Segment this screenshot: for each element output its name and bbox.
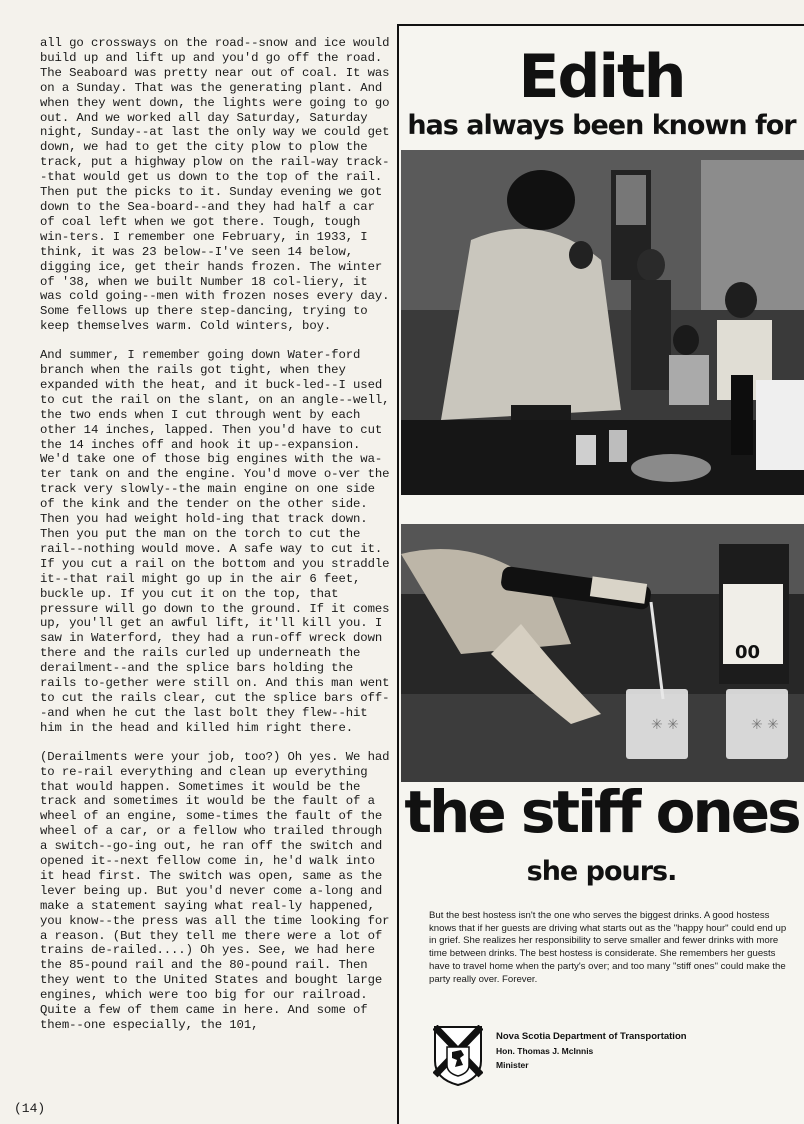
party-photo xyxy=(401,150,804,495)
ad-headline-line2: has always been known for xyxy=(407,110,796,141)
ad-headline-name: Edith xyxy=(518,42,685,112)
minister-title: Minister xyxy=(496,1060,529,1070)
department-name: Nova Scotia Department of Transportation xyxy=(496,1031,687,1042)
ad-sponsor xyxy=(496,1030,687,1072)
article-paragraph-2: And summer, I remember going down Water-ford branch when the rails got tight, when they expanded with the heat, and it buck-led--I used to cut the rail on the slant, on an angle--well, the two ends when I cut through went by each other 14 inches, lapped. Then you'd have to cut the 14 inches off and hook it up--expansion. We'd take one of those big engines with the wa-ter tank on and the engine. You'd move o-ver the track very slowly--the main engine on one side of the kink and the tender on the other side. Then you had weight hold-ing that track down. Then you put the man on the torch to cut the rail--nothing would move. A safe way to cut it. If you cut a rail on the bottom and you straddle it--that rail might go up in the air 6 feet, buckle up. If you cut it on the top, that pressure will go down to the ground. If it comes up, you'll get an awful lift, it'll kill you. I saw in Waterford, they had a run-off wreck down there and the rails curled up underneath the derailment--and the splice bars holding the rails to-gether were still on. And this man went to cut the rails clear, cut the splice bars off--and when he cut the last bolt they flew--hit him in the head and killed him right there. xyxy=(40,348,390,735)
svg-text:✳ ✳: ✳ ✳ xyxy=(651,717,679,733)
page-number: (14) xyxy=(14,1101,46,1116)
minister-name: Hon. Thomas J. McInnis xyxy=(496,1046,594,1056)
advertisement xyxy=(397,24,804,1124)
article-paragraph-3: (Derailments were your job, too?) Oh yes. We had to re-rail everything and clean up everything that would happen. Sometimes it would be the track and sometimes it would be the fault of a wheel of an engine, some-times the fault of the wheel of a car, or a fellow who trailed through a switch--go-ing out, he ran off the switch and opened it--next fellow come in, he'd walk into it head first. The switch was open, same as the lever being up. But you'd never come a-long and make a statement saying what real-ly happened, you know--the press was all the time looking for a reason. (But they tell me there were a lot of trains de-railed....) Oh yes. See, we had here the 85-pound rail and the 80-pound rail. Then they went to the United States and bought large engines, which were too big for our railroad. Quite a few of them came in here. And some of them--one especially, the 101, xyxy=(40,749,390,1032)
bottle-label: 00 xyxy=(735,642,761,663)
article-paragraph-1: all go crossways on the road--snow and ice would build up and lift up and you'd go off the road. The Seaboard was pretty near out of coal. It was on a Sunday. That was the generating plant. And when they went down, the lights were going to go out. And we worked all day Saturday, Saturday night, Sunday--at last the only way we could get down, we had to get the city plow to plow the track, put a highway plow on the rail-way track--that would get us down to the top of the rail. Then put the picks to it. Sunday evening we got down to the Sea-board--and they had half a car of coal left when we got there. Tough, tough win-ters. I remember one February, in 1933, I think, it was 23 below--I've seen 14 below, digging ice, get their hands frozen. The winter of '38, when we built Number 18 col-liery, it was cold going--men with frozen noses every day. Some fellows up there step-dancing, trying to keep themselves warm. Cold winters, boy. xyxy=(40,36,390,334)
svg-text:✳ ✳: ✳ ✳ xyxy=(751,717,779,733)
nova-scotia-crest-icon xyxy=(433,1025,483,1087)
ad-headline-big: the stiff ones xyxy=(404,778,799,846)
ad-headline-small: she pours. xyxy=(526,856,677,887)
article-column xyxy=(40,36,396,1047)
ad-body-text: But the best hostess isn't the one who serves the biggest drinks. A good hostess knows that if her guests are driving what starts out as the "happy hour" could end up in grief. She realizes her responsibility to serve smaller and fewer drinks with more time between drinks. The best hostess is considerate. She remembers her guests have to travel home when the party's over; and too many "stiff ones" could make the party really over. Forever. xyxy=(429,910,787,985)
